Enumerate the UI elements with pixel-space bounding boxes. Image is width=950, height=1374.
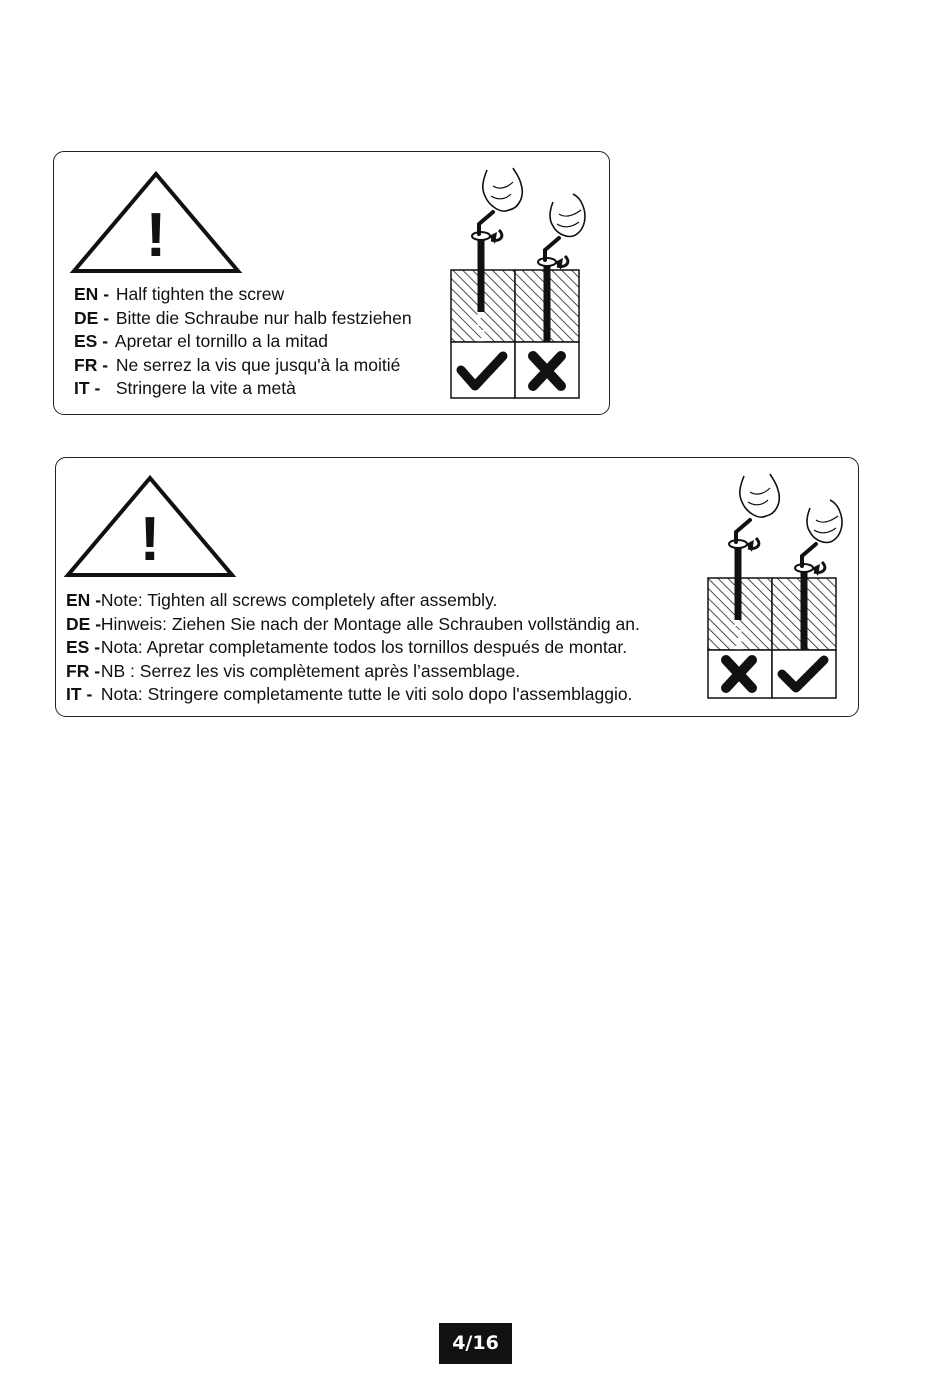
instruction-text: Half tighten the screw: [115, 284, 285, 304]
warning-exclamation: !: [139, 505, 161, 574]
language-code: EN -: [74, 284, 110, 304]
warning-triangle-icon: [64, 474, 236, 580]
allen-key-icon: [545, 238, 559, 260]
instruction-text: Nota: Stringere completamente tutte le viti solo dopo l'assemblaggio.: [100, 684, 633, 704]
instruction-line-de: [66, 613, 640, 637]
instruction-line-it: [66, 683, 640, 707]
instruction-text: Hinweis: Ziehen Sie nach der Montage alle Schrauben vollständig an.: [100, 613, 640, 634]
hand-icon: [550, 194, 585, 236]
warning-panel-tighten-all: [55, 457, 859, 717]
language-code: DE -: [74, 307, 110, 328]
warning-triangle-icon: [70, 170, 242, 276]
instruction-text: Nota: Apretar completamente todos los tornillos después de montar.: [100, 637, 628, 657]
instruction-text: Ne serrez la vis que jusqu'à la moitié: [115, 354, 401, 375]
instruction-text: Apretar el tornillo a la mitad: [114, 331, 328, 351]
hand-icon: [740, 474, 779, 517]
instruction-text: NB : Serrez les vis complètement après l’assemblage.: [100, 660, 521, 681]
instruction-line-de: [74, 307, 412, 331]
instruction-line-en: [66, 589, 640, 613]
instruction-text: Bitte die Schraube nur halb festziehen: [115, 307, 412, 328]
language-code: ES -: [66, 637, 101, 657]
instruction-line-en: [74, 283, 412, 307]
screw-tightening-illustration: [704, 466, 844, 702]
hand-icon: [483, 168, 522, 211]
hand-icon: [807, 500, 842, 542]
instruction-line-it: [74, 377, 412, 401]
instruction-line-fr: [66, 660, 640, 684]
page-number: 4/16: [439, 1323, 512, 1364]
allen-key-icon: [736, 520, 750, 542]
warning-exclamation: !: [145, 201, 167, 270]
instruction-line-es: [74, 330, 412, 354]
instruction-text: Stringere la vite a metà: [115, 378, 296, 398]
language-code: IT -: [66, 684, 93, 704]
allen-key-icon: [479, 212, 493, 234]
warning-panel-half-tighten: [53, 151, 610, 415]
language-code: EN -: [66, 590, 102, 610]
language-code: IT -: [74, 378, 101, 398]
language-code: FR -: [74, 354, 109, 375]
language-code: ES -: [74, 331, 109, 351]
instruction-line-es: [66, 636, 640, 660]
language-code: DE -: [66, 613, 102, 634]
language-code: FR -: [66, 660, 101, 681]
instruction-text: Note: Tighten all screws completely after assembly.: [100, 590, 498, 610]
instruction-line-fr: [74, 354, 412, 378]
allen-key-icon: [802, 544, 816, 566]
instruction-list: [66, 589, 640, 707]
instruction-list: [74, 283, 412, 401]
screw-tightening-illustration: [447, 166, 587, 402]
